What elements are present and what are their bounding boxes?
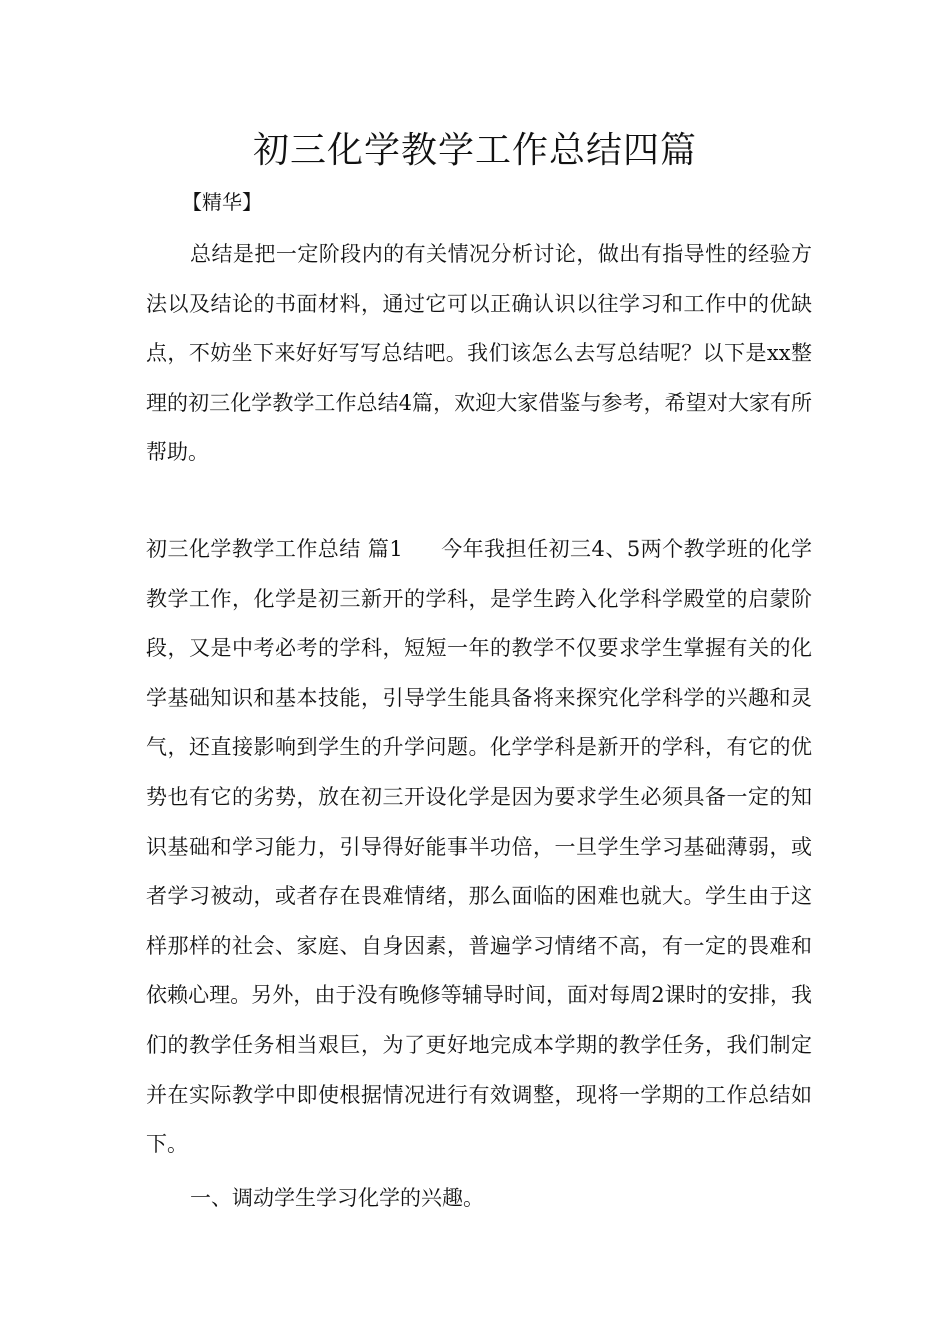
section-one-text: 今年我担任初三4、5两个教学班的化学教学工作，化学是初三新开的学科，是学生跨入化学科学殿堂的启蒙阶段，又是中考必考的学科，短短一年的教学不仅要求学生掌握有关的化学基础知识和基本技能，引导学生能具备将来探究化学科学的兴趣和灵气，还直接影响到学生的升学问题。化学学科是新开的学科，有它的优势也有它的劣势，放在初三开设化学是因为要求学生必须具备一定的知识基础和学习能力，引导得好能事半功倍，一旦学生学习基础薄弱，或者学习被动，或者存在畏难情绪，那么面临的困难也就大。学生由于这样那样的社会、家庭、自身因素，普遍学习情绪不高，有一定的畏难和依赖心理。另外，由于没有晚修等辅导时间，面对每周2课时的安排，我们的教学任务相当艰巨，为了更好地完成本学期的教学任务，我们制定并在实际教学中即使根据情况进行有效调整，现将一学期的工作总结如下。 — [146, 537, 812, 1157]
essence-tag: 【精华】 — [182, 190, 262, 214]
document-title: 初三化学教学工作总结四篇 — [252, 130, 697, 171]
section-one-label: 初三化学教学工作总结 篇1 — [146, 537, 403, 561]
section-one-paragraph — [146, 525, 812, 1170]
intro-paragraph: 总结是把一定阶段内的有关情况分析讨论，做出有指导性的经验方法以及结论的书面材料，通过它可以正确认识以往学习和工作中的优缺点，不妨坐下来好好写写总结吧。我们该怎么去写总结呢？以下是xx整理的初三化学教学工作总结4篇，欢迎大家借鉴与参考，希望对大家有所帮助。 — [146, 242, 812, 465]
subheading-one: 一、调动学生学习化学的兴趣。 — [190, 1186, 484, 1210]
